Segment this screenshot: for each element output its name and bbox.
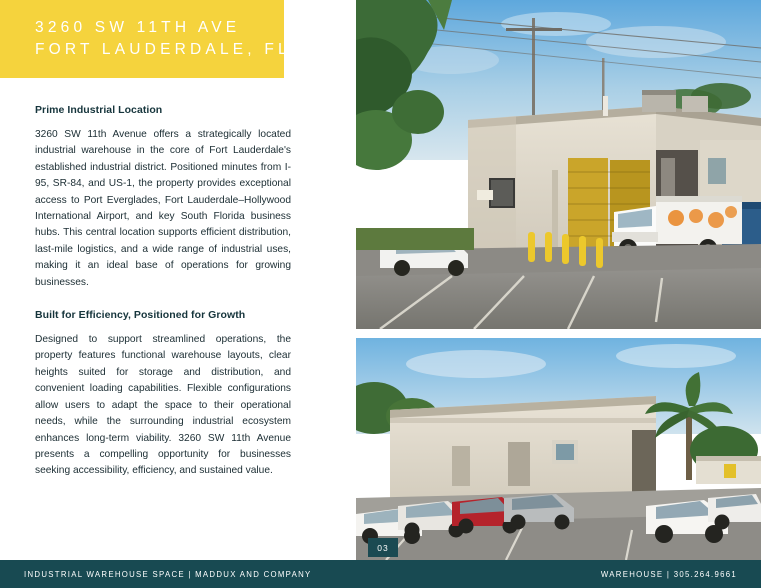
body-text-area bbox=[35, 104, 291, 480]
footer-left-text: INDUSTRIAL WAREHOUSE SPACE | MADDUX AND COMPANY bbox=[24, 569, 312, 579]
left-column bbox=[0, 0, 356, 560]
page-number-badge: 03 bbox=[368, 538, 398, 557]
footer-right-text: WAREHOUSE | 305.264.9661 bbox=[600, 569, 737, 579]
page-footer bbox=[0, 560, 761, 588]
photo-warehouse-frontage bbox=[356, 338, 761, 560]
section-body-2: Designed to support streamlined operations, the property features functional warehouse layouts, clear heights suited for storage and distribution, and convenient loading capabilities. Flexible configurations allow users to adapt the space to their operational needs, while the surrounding industrial ecosystem enhances long-term viability. 3260 SW 11th Avenue presents a compelling opportunity for businesses seeking accessibility, efficiency, and sustained value. bbox=[35, 334, 291, 477]
section-heading-1: Prime Industrial Location bbox=[35, 104, 163, 116]
section-body-1: 3260 SW 11th Avenue offers a strategically located industrial warehouse in the core of Fort Lauderdale's established industrial district. Positioned minutes from I-95, SR-84, and US-1, the property provides exceptional access to Port Everglades, Fort Lauderdale–Hollywood International Airport, and key South Florida business hubs. This central location supports efficient distribution, last-mile logistics, and a wide range of industrial uses, making it an ideal base of operations for growing businesses. bbox=[35, 129, 291, 288]
photo-warehouse-exterior bbox=[356, 0, 761, 329]
section-heading-2: Built for Efficiency, Positioned for Growth bbox=[35, 309, 246, 322]
address-line-1: 3260 SW 11TH AVE bbox=[35, 19, 241, 36]
address-line-2: FORT LAUDERDALE, FL bbox=[35, 41, 291, 58]
address-title-block bbox=[0, 0, 291, 78]
